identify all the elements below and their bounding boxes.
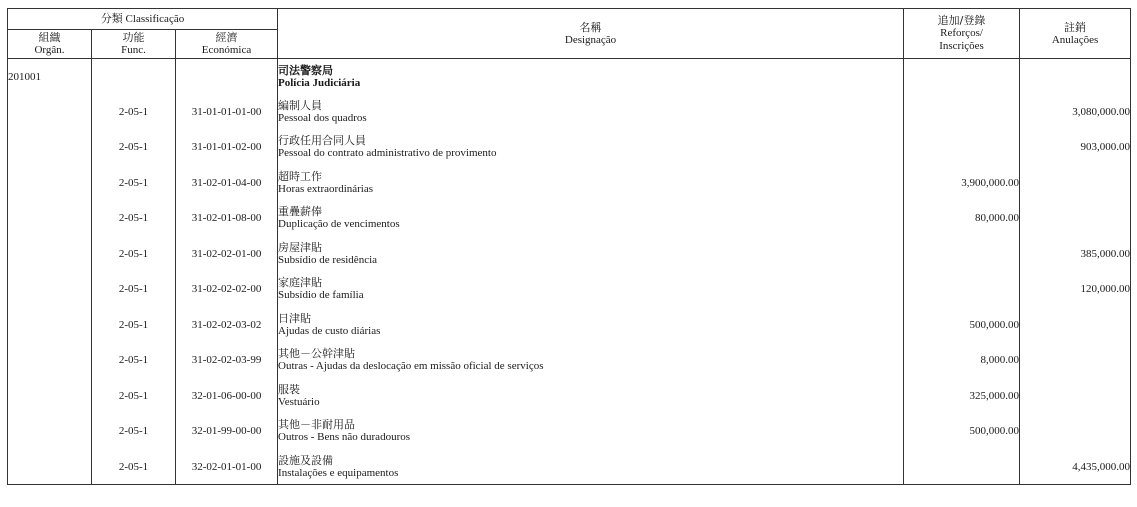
designation-pt: Instalações e equipamentos — [278, 466, 399, 479]
anulacoes-amount — [1020, 307, 1131, 343]
org-cell — [8, 449, 92, 485]
org-cell — [8, 343, 92, 379]
anulacoes-amount — [1020, 343, 1131, 379]
classification-header: 分類 Classificação — [8, 9, 278, 30]
econ-code: 31-02-01-08-00 — [176, 201, 278, 237]
reforcos-amount — [904, 449, 1020, 485]
econ-header: 經濟 Económica — [176, 30, 278, 59]
designation-zh: 行政任用合同人員 — [278, 134, 367, 148]
func-code: 2-05-1 — [92, 378, 176, 414]
entity-name-zh: 司法警察局 — [278, 63, 334, 77]
table-row — [8, 449, 1131, 485]
table-row — [8, 201, 1131, 237]
func-code: 2-05-1 — [92, 165, 176, 201]
econ-code: 31-02-02-03-99 — [176, 343, 278, 379]
reforcos-amount: 80,000.00 — [904, 201, 1020, 237]
table-row — [8, 130, 1131, 166]
econ-code: 31-02-02-03-02 — [176, 307, 278, 343]
designation — [278, 130, 904, 166]
designation-pt: Outras - Ajudas da deslocação em missão oficial de serviços — [278, 360, 544, 373]
econ-code: 31-01-01-02-00 — [176, 130, 278, 166]
org-cell — [8, 378, 92, 414]
econ-code: 32-01-99-00-00 — [176, 414, 278, 450]
org-cell — [8, 94, 92, 130]
econ-code: 32-01-06-00-00 — [176, 378, 278, 414]
econ-code: 32-02-01-01-00 — [176, 449, 278, 485]
anulacoes-amount: 903,000.00 — [1020, 130, 1131, 166]
func-code: 2-05-1 — [92, 201, 176, 237]
designation-header: 名稱 Designação — [278, 9, 904, 59]
reforcos-amount — [904, 272, 1020, 308]
entity-designation — [278, 59, 904, 95]
func-code: 2-05-1 — [92, 414, 176, 450]
org-cell — [8, 201, 92, 237]
reforcos-amount: 500,000.00 — [904, 307, 1020, 343]
designation-pt: Subsídio de residência — [278, 253, 378, 266]
func-code: 2-05-1 — [92, 130, 176, 166]
designation-pt: Horas extraordinárias — [278, 182, 374, 195]
table-header — [8, 9, 1131, 59]
org-header: 組織 Orgân. — [8, 30, 92, 59]
designation — [278, 307, 904, 343]
anulacoes-amount: 3,080,000.00 — [1020, 94, 1131, 130]
designation-zh: 其他－非耐用品 — [278, 418, 356, 432]
anulacoes-amount: 120,000.00 — [1020, 272, 1131, 308]
reforcos-amount: 325,000.00 — [904, 378, 1020, 414]
table-row — [8, 236, 1131, 272]
anulacoes-header: 註銷 Anulações — [1020, 9, 1131, 59]
table-row — [8, 414, 1131, 450]
table-row — [8, 94, 1131, 130]
func-header: 功能 Func. — [92, 30, 176, 59]
designation — [278, 343, 904, 379]
designation-pt: Subsídio de família — [278, 289, 364, 302]
designation-pt: Outros - Bens não duradouros — [278, 431, 411, 444]
designation — [278, 236, 904, 272]
designation-pt: Ajudas de custo diárias — [278, 324, 381, 337]
anulacoes-amount — [1020, 414, 1131, 450]
anulacoes-amount — [1020, 165, 1131, 201]
econ-code: 31-01-01-01-00 — [176, 94, 278, 130]
designation-pt: Pessoal do contrato administrativo de provimento — [278, 147, 497, 160]
reforcos-amount — [904, 94, 1020, 130]
reforcos-header: 追加/登錄 Reforços/ Inscrições — [904, 9, 1020, 59]
designation-zh: 日津貼 — [278, 311, 312, 325]
org-cell — [8, 236, 92, 272]
budget-table — [7, 8, 1131, 485]
func-code: 2-05-1 — [92, 307, 176, 343]
designation — [278, 414, 904, 450]
table-body — [8, 59, 1131, 485]
budget-document — [7, 8, 1131, 485]
designation — [278, 449, 904, 485]
reforcos-cell — [904, 59, 1020, 95]
designation — [278, 165, 904, 201]
designation — [278, 378, 904, 414]
func-code: 2-05-1 — [92, 343, 176, 379]
econ-code: 31-02-01-04-00 — [176, 165, 278, 201]
designation-pt: Pessoal dos quadros — [278, 111, 367, 124]
func-code: 2-05-1 — [92, 272, 176, 308]
anulacoes-amount: 4,435,000.00 — [1020, 449, 1131, 485]
anulacoes-amount — [1020, 201, 1131, 237]
designation-pt: Vestuário — [278, 395, 320, 408]
econ-cell — [176, 59, 278, 95]
org-code: 201001 — [8, 59, 92, 95]
reforcos-amount: 500,000.00 — [904, 414, 1020, 450]
designation-zh: 編制人員 — [278, 98, 323, 112]
designation-zh: 房屋津貼 — [278, 240, 323, 254]
func-cell — [92, 59, 176, 95]
org-cell — [8, 307, 92, 343]
designation-pt: Duplicação de vencimentos — [278, 218, 400, 231]
designation — [278, 94, 904, 130]
table-row — [8, 165, 1131, 201]
func-code: 2-05-1 — [92, 236, 176, 272]
designation — [278, 272, 904, 308]
designation — [278, 201, 904, 237]
table-row — [8, 307, 1131, 343]
econ-code: 31-02-02-02-00 — [176, 272, 278, 308]
anulacoes-amount — [1020, 378, 1131, 414]
designation-zh: 設施及設備 — [278, 453, 334, 467]
func-code: 2-05-1 — [92, 94, 176, 130]
designation-zh: 服裝 — [278, 382, 301, 396]
designation-zh: 家庭津貼 — [278, 276, 323, 290]
designation-zh: 重疊薪俸 — [278, 205, 323, 219]
econ-code: 31-02-02-01-00 — [176, 236, 278, 272]
org-cell — [8, 130, 92, 166]
org-cell — [8, 272, 92, 308]
designation-zh: 超時工作 — [278, 169, 323, 183]
reforcos-amount: 8,000.00 — [904, 343, 1020, 379]
entity-row — [8, 59, 1131, 95]
org-cell — [8, 414, 92, 450]
anulacoes-cell — [1020, 59, 1131, 95]
anulacoes-amount: 385,000.00 — [1020, 236, 1131, 272]
table-row — [8, 378, 1131, 414]
reforcos-amount — [904, 236, 1020, 272]
table-row — [8, 272, 1131, 308]
reforcos-amount: 3,900,000.00 — [904, 165, 1020, 201]
entity-name-pt: Polícia Judiciária — [278, 76, 361, 89]
reforcos-amount — [904, 130, 1020, 166]
table-row — [8, 343, 1131, 379]
designation-zh: 其他－公幹津貼 — [278, 347, 356, 361]
org-cell — [8, 165, 92, 201]
func-code: 2-05-1 — [92, 449, 176, 485]
